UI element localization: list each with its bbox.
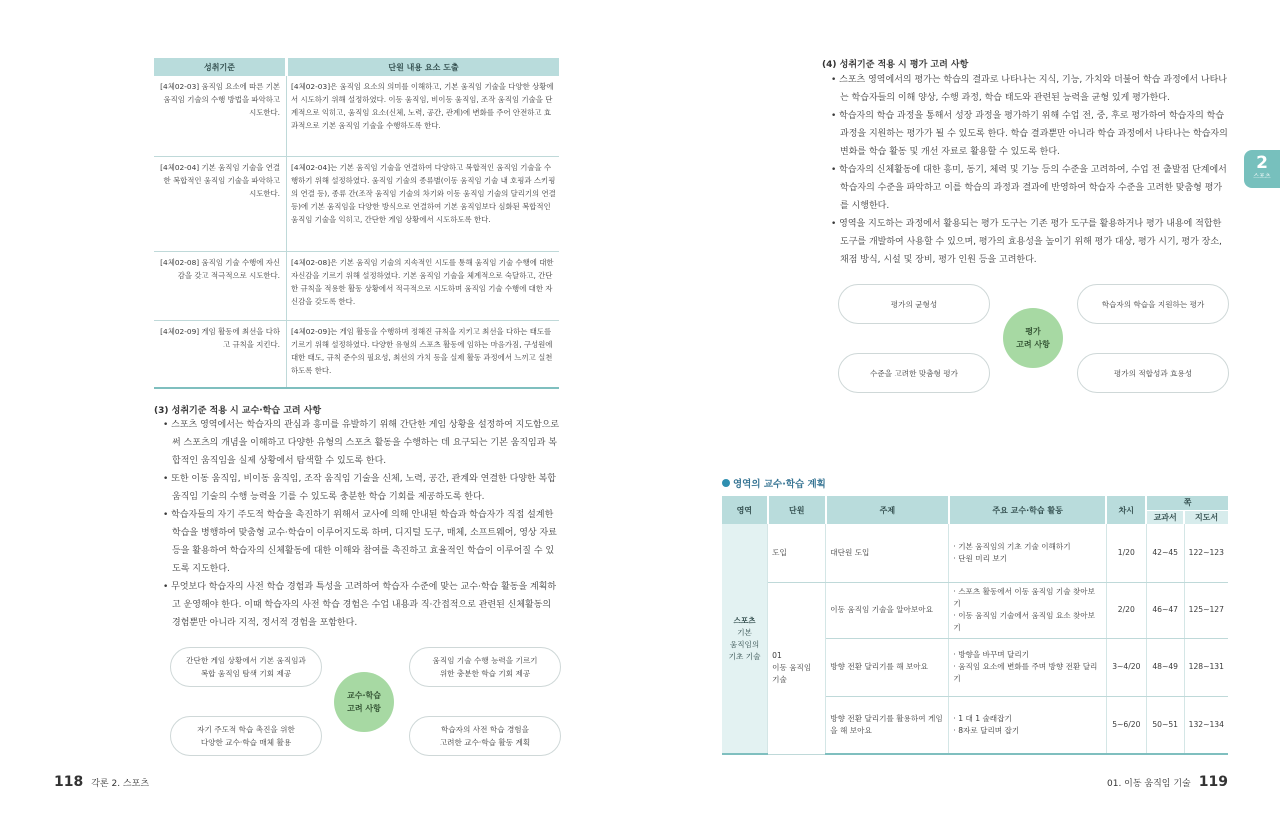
bullet-text: 무엇보다 학습자의 사전 학습 경험과 특성을 고려하여 학습자 수준에 맞는 교수·학습 활동을 계획하고 운영해야 한다. 이때 학습자의 사전 학습 경험은 수업 내용과 직·간접적으로 관련된 신체활동의 경험뿐만 아니라 지적, 정서적 경험을 포함한다. xyxy=(171,582,557,628)
table-header: 지도서 xyxy=(1184,510,1228,524)
pill-line: 다양한 교수·학습 매체 활용 xyxy=(200,738,292,747)
bullet-item: • 스포츠 영역에서는 학습자의 관심과 흥미를 유발하기 위해 간단한 게임 상황을 설정하여 지도함으로써 스포츠의 개념을 이해하고 다양한 유형의 스포츠 활동을 수행하는 데 요구되는 기본 움직임과 복합적인 움직임을 실제 상황에서 탐색할 수 있도록 한다. xyxy=(163,420,560,466)
activity-line: · 스포츠 활동에서 이동 움직임 기술 찾아보기 xyxy=(953,587,1095,608)
bullet-item: • 학습자들의 자기 주도적 학습을 촉진하기 위해서 교사에 의해 안내된 학습과 학습자가 직접 설계한 학습을 병행하여 맞춤형 교수·학습이 이루어지도록 하며, 디지털 도구, 매체, 소프트웨어, 영상 자료 등을 활용하여 학습자의 신체활동에 대한 이해와 참여를 촉진하고 효율적인 학습이 이루어질 수 있도록 지도한다. xyxy=(163,510,557,574)
plan-heading-text: 영역의 교수·학습 계획 xyxy=(733,479,826,490)
activity-cell xyxy=(949,524,1107,582)
standard-cell: [4체02-04] 기본 움직임 기술을 연결한 복합적인 움직임 기술을 파악하고 시도한다. xyxy=(154,157,287,252)
activity-line: · 8자로 달리며 잡기 xyxy=(953,725,1020,735)
bullet-text: 스포츠 영역에서는 학습자의 관심과 흥미를 유발하기 위해 간단한 게임 상황을 설정하여 지도함으로써 스포츠의 개념을 이해하고 다양한 유형의 스포츠 활동을 수행하는 데 요구되는 기본 움직임과 복합적인 움직임을 실제 상황에서 탐색할 수 있도록 한다. xyxy=(171,420,560,466)
evaluation-point-pill: 평가의 적합성과 효용성 xyxy=(1077,353,1229,393)
guide-page-cell: 125~127 xyxy=(1184,582,1228,638)
circle-line: 평가 xyxy=(1025,327,1041,336)
unit-cell: 도입 xyxy=(768,524,826,582)
footer-text: 각론 2. 스포츠 xyxy=(91,779,150,789)
section-3-heading: (3) 성취기준 적용 시 교수·학습 고려 사항 xyxy=(154,406,322,416)
table-row xyxy=(154,252,559,321)
period-cell: 3~4/20 xyxy=(1106,638,1146,696)
guide-page-cell: 132~134 xyxy=(1184,696,1228,754)
page-number: 119 xyxy=(1198,774,1228,790)
bullet-text: 학습자의 학습 과정을 통해서 성장 과정을 평가하기 위해 수업 전, 중, 후로 평가하여 학습자의 학습 과정을 지원하는 평가가 될 수 있도록 한다. 학습 결과뿐만 아니라 학습 과정에서 나타나는 학습자의 변화를 학습 활동 및 개선 자료로 활용할 수 있도록 한다. xyxy=(839,111,1228,157)
teaching-point-pill xyxy=(409,647,561,687)
plan-bullet-icon xyxy=(722,479,730,487)
textbook-page-cell: 46~47 xyxy=(1146,582,1184,638)
activity-line: · 방향을 바꾸며 달리기 xyxy=(953,650,1030,659)
area-line: 움직임의 xyxy=(729,639,760,649)
footer-text: 01. 이동 움직임 기술 xyxy=(1107,779,1191,789)
achievement-standards-table xyxy=(154,58,559,389)
standard-cell: [4체02-09] 게임 활동에 최선을 다하고 규칙을 지킨다. xyxy=(154,321,287,389)
chapter-number: 2 xyxy=(1256,153,1268,173)
content-cell: [4체02-09]는 게임 활동을 수행하며 정해진 규칙을 지키고 최선을 다하는 태도를 기르기 위해 설정하였다. 다양한 유형의 스포츠 활동에 임하는 마음가짐, 구성원에 대한 태도, 규칙 준수의 필요성, 최선의 가치 등을 실제 활동 과정에서 느끼고 실천하도록 한다. xyxy=(287,321,560,389)
evaluation-point-pill: 수준을 고려한 맞춤형 평가 xyxy=(838,353,990,393)
textbook-page-cell: 50~51 xyxy=(1146,696,1184,754)
footer-left xyxy=(54,774,149,790)
area-line: 기초 기술 xyxy=(728,651,761,661)
teaching-plan-table xyxy=(722,496,1228,755)
section-4-body xyxy=(826,71,1230,269)
area-line: 스포츠 xyxy=(733,615,756,625)
table-header: 주요 교수·학습 활동 xyxy=(949,496,1107,524)
activity-line: · 이동 움직임 기술에서 움직임 요소 찾아보기 xyxy=(953,611,1095,632)
pill-line: 고려한 교수·학습 활동 계획 xyxy=(439,738,531,747)
bullet-item: • 무엇보다 학습자의 사전 학습 경험과 특성을 고려하여 학습자 수준에 맞는 교수·학습 활동을 계획하고 운영해야 한다. 이때 학습자의 사전 학습 경험은 수업 내용과 직·간접적으로 관련된 신체활동의 경험뿐만 아니라 지적, 정서적 경험을 포함한다. xyxy=(163,582,557,628)
plan-heading xyxy=(722,476,826,490)
standard-cell: [4체02-03] 움직임 요소에 따른 기본 움직임 기술의 수행 방법을 파악하고 시도한다. xyxy=(154,76,287,157)
section-4-heading: (4) 성취기준 적용 시 평가 고려 사항 xyxy=(822,60,969,70)
activity-cell xyxy=(949,638,1107,696)
standard-cell: [4체02-08] 움직임 기술 수행에 자신감을 갖고 적극적으로 시도한다. xyxy=(154,252,287,321)
section-3-body xyxy=(158,416,562,632)
textbook-page-cell: 42~45 xyxy=(1146,524,1184,582)
activity-line: · 1 대 1 술래잡기 xyxy=(953,713,1012,723)
teaching-point-pill xyxy=(170,647,322,687)
bullet-item: • 학습자의 신체활동에 대한 흥미, 동기, 체력 및 기능 등의 수준을 고려하여, 수업 전 출발점 단계에서 학습자의 수준을 파악하고 이를 학습의 과정과 결과에 반영하여 학습자 수준을 고려한 맞춤형 평가를 시행한다. xyxy=(831,165,1227,211)
bullet-item: • 학습자의 학습 과정을 통해서 성장 과정을 평가하기 위해 수업 전, 중, 후로 평가하여 학습자의 학습 과정을 지원하는 평가가 될 수 있도록 한다. 학습 결과뿐만 아니라 학습 과정에서 나타나는 학습자의 변화를 학습 활동 및 개선 자료로 활용할 수 있도록 한다. xyxy=(831,111,1228,157)
topic-cell: 이동 움직임 기술을 알아보아요 xyxy=(826,582,949,638)
table-header: 영역 xyxy=(722,496,768,524)
period-cell: 2/20 xyxy=(1106,582,1146,638)
table-header: 차시 xyxy=(1106,496,1146,524)
bullet-text: 영역을 지도하는 과정에서 활용되는 평가 도구는 기존 평가 도구를 활용하거나 평가 내용에 적합한 도구를 개발하여 사용할 수 있으며, 평가의 효용성을 높이기 위해 평가 대상, 평가 시기, 평가 장소, 채점 방식, 시설 및 장비, 평가 인원 등을 고려한다. xyxy=(839,219,1222,265)
bullet-item: • 영역을 지도하는 과정에서 활용되는 평가 도구는 기존 평가 도구를 활용하거나 평가 내용에 적합한 도구를 개발하여 사용할 수 있으며, 평가의 효용성을 높이기 위해 평가 대상, 평가 시기, 평가 장소, 채점 방식, 시설 및 장비, 평가 인원 등을 고려한다. xyxy=(831,219,1222,265)
circle-line: 고려 사항 xyxy=(347,704,381,713)
bullet-item: • 스포츠 영역에서의 평가는 학습의 결과로 나타나는 지식, 기능, 가치와 더불어 학습 과정에서 나타나는 학습자들의 이해 양상, 수행 과정, 학습 태도와 관련된 능력을 균형 있게 평가한다. xyxy=(831,75,1227,103)
table-header: 단원 내용 요소 도출 xyxy=(287,58,560,76)
area-line: 기본 xyxy=(737,627,752,637)
bullet-item: • 또한 이동 움직임, 비이동 움직임, 조작 움직임 기술을 신체, 노력, 공간, 관계와 연결한 다양한 복합 움직임 기술의 수행 능력을 기를 수 있도록 충분한 학습 기회를 제공하도록 한다. xyxy=(163,474,556,502)
bullet-text: 또한 이동 움직임, 비이동 움직임, 조작 움직임 기술을 신체, 노력, 공간, 관계와 연결한 다양한 복합 움직임 기술의 수행 능력을 기를 수 있도록 충분한 학습 기회를 제공하도록 한다. xyxy=(171,474,556,502)
activity-cell xyxy=(949,696,1107,754)
teaching-point-pill xyxy=(170,716,322,756)
evaluation-point-pill: 평가의 균형성 xyxy=(838,284,990,324)
table-row xyxy=(154,321,559,389)
bullet-text: 학습자들의 자기 주도적 학습을 촉진하기 위해서 교사에 의해 안내된 학습과 학습자가 직접 설계한 학습을 병행하여 맞춤형 교수·학습이 이루어지도록 하며, 디지털 도구, 매체, 소프트웨어, 영상 자료 등을 활용하여 학습자의 신체활동에 대한 이해와 참여를 촉진하고 효율적인 학습이 이루어질 수 있도록 지도한다. xyxy=(171,510,557,574)
topic-cell: 방향 전환 달리기를 활용하여 게임을 해 보아요 xyxy=(826,696,949,754)
evaluation-center-circle xyxy=(1003,308,1063,368)
pill-line: 학습자의 사전 학습 경험을 xyxy=(441,725,529,734)
table-row xyxy=(154,157,559,252)
topic-cell: 방향 전환 달리기를 해 보아요 xyxy=(826,638,949,696)
period-cell: 1/20 xyxy=(1106,524,1146,582)
activity-line: · 움직임 요소에 변화를 주며 방향 전환 달리기 xyxy=(953,662,1098,683)
footer-right xyxy=(1107,774,1228,790)
table-header: 단원 xyxy=(768,496,826,524)
pill-line: 위한 충분한 학습 기회 제공 xyxy=(439,669,531,678)
content-cell: [4체02-03]은 움직임 요소의 의미를 이해하고, 기본 움직임 기술을 다양한 상황에서 시도하기 위해 설정하였다. 이동 움직임, 비이동 움직임, 조작 움직임 기술을 단계적으로 익히고, 움직임 요소(신체, 노력, 공간, 관계)에 변화를 주어 안전하고 효과적으로 기본 움직임 기술을 수행하도록 한다. xyxy=(287,76,560,157)
topic-cell: 대단원 도입 xyxy=(826,524,949,582)
guide-page-cell: 122~123 xyxy=(1184,524,1228,582)
pill-line: 자기 주도적 학습 촉진을 위한 xyxy=(197,725,295,734)
evaluation-point-pill: 학습자의 학습을 지원하는 평가 xyxy=(1077,284,1229,324)
unit-line: 01 xyxy=(772,651,782,660)
content-cell: [4체02-04]는 기본 움직임 기술을 연결하여 다양하고 복합적인 움직임 기술을 수행하기 위해 설정하였다. 움직임 기술의 종류별(이동 움직임 기술 내 호핑과 스키핑의 연결 등), 종류 간(조작 움직임 기술의 차기와 이동 움직임 기술의 달리기의 연결 등)에 기본 움직임을 다양한 방식으로 연결하여 기본 움직임보다 심화된 복합적인 움직임 기술을 익히고, 간단한 게임 상황에서 시도하도록 한다. xyxy=(287,157,560,252)
chapter-side-tab xyxy=(1244,150,1280,188)
area-cell xyxy=(722,524,768,754)
pill-line: 복합 움직임 탐색 기회 제공 xyxy=(200,669,292,678)
unit-line: 기술 xyxy=(772,675,787,684)
pill-line: 움직임 기술 수행 능력을 기르기 xyxy=(432,656,538,665)
circle-line: 교수·학습 xyxy=(347,691,381,700)
bullet-text: 스포츠 영역에서의 평가는 학습의 결과로 나타나는 지식, 기능, 가치와 더불어 학습 과정에서 나타나는 학습자들의 이해 양상, 수행 과정, 학습 태도와 관련된 능력을 균형 있게 평가한다. xyxy=(839,75,1227,103)
activity-cell xyxy=(949,582,1107,638)
chapter-label: 스포츠 xyxy=(1253,173,1271,180)
period-cell: 5~6/20 xyxy=(1106,696,1146,754)
teaching-center-circle xyxy=(334,672,394,732)
table-row xyxy=(154,76,559,157)
table-row xyxy=(722,524,1228,582)
table-row xyxy=(722,582,1228,638)
activity-line: · 단원 미리 보기 xyxy=(953,553,1008,563)
page-number: 118 xyxy=(54,774,84,790)
unit-cell xyxy=(768,582,826,754)
circle-line: 고려 사항 xyxy=(1016,340,1050,349)
content-cell: [4체02-08]은 기본 움직임 기술의 지속적인 시도를 통해 움직임 기술 수행에 대한 자신감을 기르기 위해 설정하였다. 기본 움직임 기술을 체계적으로 숙달하고, 간단한 규칙을 적용한 활동 상황에서 적극적으로 시도하며 움직임 기술 수행에 대한 자신감을 갖도록 한다. xyxy=(287,252,560,321)
pill-line: 간단한 게임 상황에서 기본 움직임과 xyxy=(186,656,306,665)
table-header: 주제 xyxy=(826,496,949,524)
unit-line: 이동 움직임 xyxy=(772,663,812,672)
bullet-text: 학습자의 신체활동에 대한 흥미, 동기, 체력 및 기능 등의 수준을 고려하여, 수업 전 출발점 단계에서 학습자의 수준을 파악하고 이를 학습의 과정과 결과에 반영하여 학습자 수준을 고려한 맞춤형 평가를 시행한다. xyxy=(839,165,1227,211)
table-header: 성취기준 xyxy=(154,58,287,76)
activity-line: · 기본 움직임의 기초 기술 이해하기 xyxy=(953,541,1071,551)
guide-page-cell: 128~131 xyxy=(1184,638,1228,696)
table-header: 교과서 xyxy=(1146,510,1184,524)
textbook-page-cell: 48~49 xyxy=(1146,638,1184,696)
table-header: 쪽 xyxy=(1146,496,1228,510)
teaching-point-pill xyxy=(409,716,561,756)
